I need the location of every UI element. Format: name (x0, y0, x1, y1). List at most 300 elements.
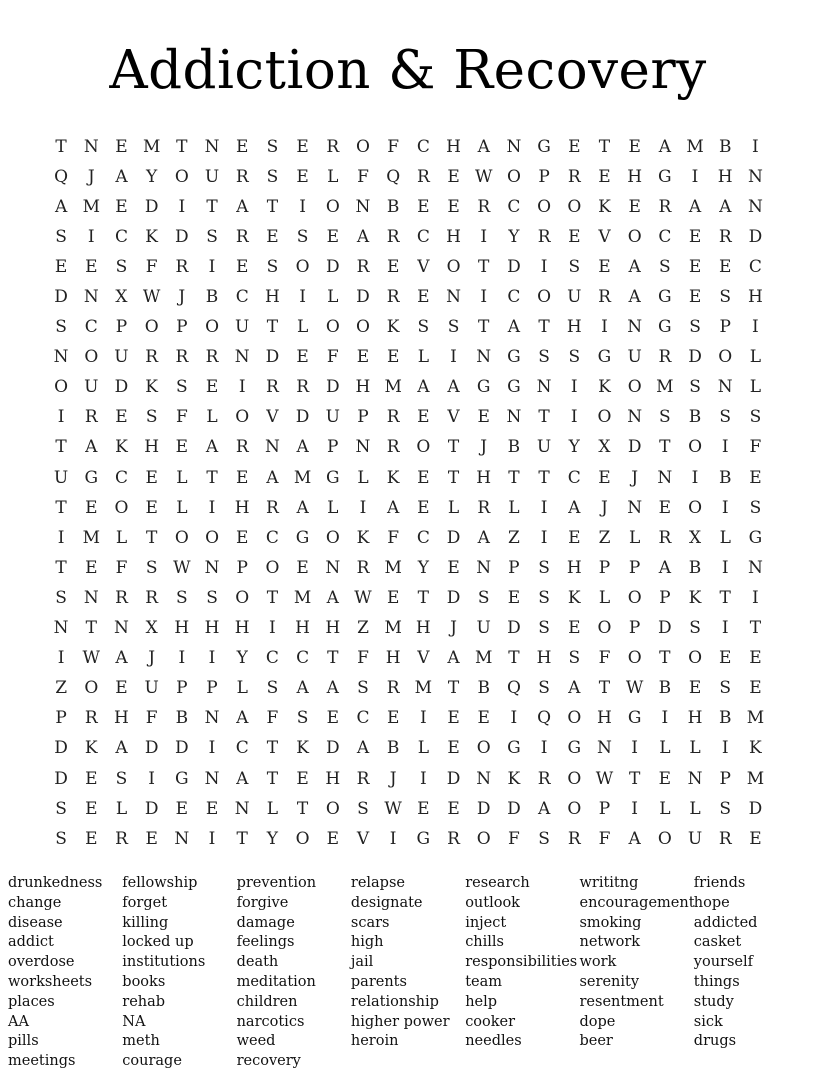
grid-letter: E (175, 798, 189, 819)
grid-letter: O (718, 347, 733, 368)
grid-letter: S (417, 317, 430, 338)
grid-letter: Y (568, 437, 580, 458)
grid-letter: I (480, 226, 488, 247)
grid-letter: R (386, 678, 400, 699)
grid-letter: O (537, 196, 552, 217)
grid-letter: L (659, 798, 671, 819)
word-list-item: casket (693, 934, 742, 951)
grid-letter: S (145, 557, 158, 578)
grid-letter: R (537, 768, 551, 789)
grid-letter: N (114, 618, 129, 639)
grid-letter: O (476, 828, 491, 849)
grid-letter: N (355, 196, 371, 217)
grid-letter: G (567, 738, 582, 759)
grid-letter: H (174, 618, 190, 639)
grid-letter: V (417, 648, 430, 669)
grid-letter: I (752, 136, 759, 157)
grid-letter: T (296, 798, 309, 819)
grid-letter: R (205, 347, 219, 368)
grid-letter: E (447, 166, 460, 187)
grid-letter: O (657, 828, 672, 849)
grid-letter: T (538, 317, 550, 338)
grid-letter: E (115, 678, 128, 699)
grid-letter: P (206, 678, 218, 699)
grid-letter: O (627, 587, 642, 608)
grid-letter: T (55, 557, 67, 578)
grid-letter: O (295, 828, 310, 849)
grid-letter: K (688, 587, 702, 608)
grid-letter: T (749, 618, 762, 639)
grid-letter: A (387, 497, 400, 518)
grid-letter: B (386, 738, 400, 759)
grid-letter: I (238, 377, 246, 398)
grid-letter: M (142, 136, 161, 157)
word-list-item: work (579, 954, 617, 971)
word-list-item: places (8, 993, 55, 1010)
word-list-item: yourself (693, 954, 753, 971)
grid-letter: W (82, 648, 101, 669)
grid-letter: A (628, 287, 641, 308)
grid-letter: O (295, 256, 310, 277)
grid-letter: R (266, 497, 279, 518)
grid-letter: T (266, 317, 279, 338)
grid-letter: R (296, 377, 309, 398)
grid-letter: C (416, 527, 430, 548)
grid-letter: T (598, 678, 611, 699)
grid-letter: I (57, 407, 65, 428)
word-list-item: parents (350, 973, 407, 990)
grid-letter: A (326, 587, 339, 608)
grid-letter: N (476, 557, 492, 578)
grid-letter: I (208, 497, 216, 518)
grid-letter: C (567, 467, 581, 488)
grid-letter: C (296, 648, 310, 669)
grid-letter: V (598, 226, 611, 247)
grid-letter: L (296, 317, 309, 338)
grid-letter: V (356, 828, 370, 849)
grid-letter: H (234, 618, 250, 639)
word-list-item: courage (122, 1053, 182, 1070)
grid-letter: W (384, 798, 402, 819)
grid-letter: I (208, 256, 216, 277)
grid-letter: I (570, 407, 578, 428)
grid-letter: L (749, 347, 762, 368)
grid-letter: N (536, 377, 552, 398)
grid-letter: R (356, 256, 370, 277)
grid-letter: H (717, 166, 733, 187)
word-list-item: cooker (465, 1013, 516, 1030)
grid-letter: G (84, 467, 99, 488)
grid-letter: D (175, 226, 189, 247)
grid-letter: E (85, 768, 98, 789)
grid-letter: M (475, 648, 493, 669)
grid-letter: E (719, 648, 732, 669)
grid-letter: A (537, 798, 551, 819)
grid-letter: A (719, 196, 732, 217)
grid-letter: U (204, 166, 220, 187)
grid-letter: O (476, 738, 491, 759)
word-list-item: jail (350, 954, 374, 971)
grid-letter: D (688, 347, 702, 368)
grid-letter: A (85, 437, 98, 458)
grid-letter: F (145, 708, 158, 729)
grid-letter: G (658, 317, 672, 338)
grid-letter: J (601, 497, 608, 518)
grid-letter: I (208, 648, 216, 669)
word-list-item: heroin (350, 1033, 399, 1050)
grid-letter: E (688, 678, 702, 699)
grid-letter: S (357, 678, 369, 699)
grid-letter: R (175, 256, 189, 277)
word-list-item: team (465, 973, 502, 990)
grid-letter: S (538, 587, 550, 608)
grid-letter: I (752, 587, 759, 608)
grid-letter: C (507, 287, 521, 308)
grid-letter: Z (55, 678, 67, 699)
grid-letter: S (568, 648, 581, 669)
grid-letter: A (477, 527, 490, 548)
grid-letter: D (295, 407, 310, 428)
grid-letter: S (689, 317, 701, 338)
grid-letter: C (748, 256, 762, 277)
grid-letter: H (446, 136, 461, 157)
grid-letter: I (178, 196, 186, 217)
grid-letter: C (265, 648, 279, 669)
grid-letter: A (568, 497, 581, 518)
grid-letter: L (447, 497, 460, 518)
grid-letter: R (145, 587, 159, 608)
word-list-item: disease (8, 914, 63, 931)
grid-letter: E (568, 618, 581, 639)
grid-letter: D (446, 587, 461, 608)
grid-letter: G (507, 377, 521, 398)
word-list-item: relationship (350, 993, 439, 1010)
grid-letter: N (83, 587, 99, 608)
grid-letter: E (447, 557, 460, 578)
grid-letter: F (357, 648, 369, 669)
grid-letter: G (175, 768, 189, 789)
word-list-item: things (693, 973, 740, 990)
grid-letter: H (114, 708, 129, 729)
grid-letter: E (749, 828, 762, 849)
word-list-item: hope (693, 894, 730, 911)
word-list-item: help (465, 993, 498, 1010)
grid-letter: I (148, 768, 156, 789)
grid-letter: S (538, 828, 550, 849)
grid-letter: R (718, 226, 732, 247)
grid-letter: L (598, 587, 611, 608)
grid-letter: C (658, 226, 672, 247)
grid-letter: T (628, 768, 641, 789)
grid-letter: W (142, 287, 161, 308)
grid-letter: P (659, 587, 671, 608)
grid-letter: O (597, 407, 612, 428)
word-list-item: addict (8, 934, 54, 951)
grid-letter: E (115, 136, 128, 157)
grid-letter: O (325, 527, 340, 548)
grid-letter: O (205, 317, 219, 338)
word-list-item: resentment (579, 993, 664, 1010)
grid-letter: N (506, 407, 522, 428)
grid-letter: R (447, 828, 460, 849)
grid-letter: E (356, 347, 370, 368)
grid-letter: S (477, 587, 490, 608)
grid-letter: S (115, 256, 128, 277)
grid-letter: I (540, 738, 548, 759)
grid-letter: R (567, 828, 581, 849)
grid-letter: N (204, 136, 220, 157)
grid-letter: E (145, 497, 158, 518)
grid-letter: A (266, 467, 279, 488)
grid-letter: I (540, 497, 548, 518)
grid-letter: H (627, 166, 643, 187)
word-list-item: outlook (465, 894, 520, 911)
grid-letter: E (85, 497, 98, 518)
grid-letter: D (446, 527, 461, 548)
grid-letter: I (87, 226, 95, 247)
grid-letter: G (597, 347, 612, 368)
grid-letter: I (57, 527, 65, 548)
grid-letter: L (417, 347, 429, 368)
grid-letter: U (627, 347, 642, 368)
grid-letter: C (235, 738, 249, 759)
grid-letter: I (570, 377, 578, 398)
grid-letter: R (658, 527, 672, 548)
word-list-item: drugs (693, 1033, 737, 1050)
grid-letter: L (327, 287, 339, 308)
grid-letter: S (538, 347, 550, 368)
grid-letter: K (386, 467, 400, 488)
grid-letter: T (508, 648, 520, 669)
grid-letter: R (115, 587, 128, 608)
grid-letter: T (266, 196, 279, 217)
grid-letter: O (688, 497, 702, 518)
word-column (579, 874, 693, 1072)
word-list-item: needles (465, 1033, 522, 1050)
grid-letter: E (477, 407, 490, 428)
grid-letter: P (508, 557, 520, 578)
grid-letter: E (568, 136, 581, 157)
grid-letter: R (567, 166, 581, 187)
grid-letter: D (325, 377, 340, 398)
grid-letter: H (415, 618, 431, 639)
grid-letter: H (536, 648, 552, 669)
grid-letter: N (204, 557, 220, 578)
grid-letter: B (477, 678, 490, 699)
grid-letter: D (356, 287, 370, 308)
grid-letter: E (296, 166, 309, 187)
grid-letter: S (538, 618, 550, 639)
grid-letter: J (389, 768, 397, 789)
grid-letter: E (447, 708, 460, 729)
grid-letter: D (325, 256, 340, 277)
word-list-item: friends (693, 875, 746, 891)
grid-letter: E (417, 407, 430, 428)
grid-letter: S (55, 798, 67, 819)
grid-letter: S (266, 256, 279, 277)
grid-letter: N (446, 287, 461, 308)
grid-letter: N (657, 467, 673, 488)
grid-letter: O (416, 437, 431, 458)
grid-letter: P (55, 708, 67, 729)
grid-letter: T (478, 317, 490, 338)
grid-letter: O (54, 377, 69, 398)
grid-letter: J (87, 166, 95, 187)
grid-letter: R (386, 407, 400, 428)
grid-letter: T (659, 437, 671, 458)
grid-letter: Y (146, 166, 158, 187)
grid-letter: A (54, 196, 68, 217)
grid-letter: A (115, 738, 128, 759)
grid-letter: L (689, 798, 701, 819)
grid-letter: I (299, 287, 306, 308)
grid-letter: N (747, 557, 763, 578)
grid-letter: H (566, 557, 582, 578)
grid-letter: R (326, 136, 340, 157)
grid-letter: I (178, 648, 186, 669)
grid-letter: G (295, 527, 310, 548)
grid-letter: S (568, 256, 581, 277)
grid-letter: I (57, 648, 65, 669)
grid-letter: O (265, 557, 280, 578)
grid-letter: U (567, 287, 582, 308)
grid-letter: S (719, 287, 732, 308)
grid-letter: I (721, 437, 729, 458)
grid-letter: R (175, 347, 189, 368)
grid-letter: A (447, 377, 460, 398)
grid-letter: E (266, 226, 279, 247)
grid-letter: S (266, 678, 279, 699)
word-column (351, 874, 465, 1072)
grid-letter: E (326, 708, 339, 729)
grid-letter: L (115, 527, 128, 548)
grid-letter: S (538, 678, 550, 699)
grid-letter: M (656, 377, 674, 398)
grid-letter: R (356, 768, 370, 789)
grid-letter: E (296, 557, 309, 578)
grid-letter: E (749, 648, 762, 669)
grid-letter: I (480, 287, 488, 308)
grid-letter: E (386, 256, 400, 277)
word-column (122, 874, 236, 1072)
grid-letter: N (234, 798, 250, 819)
grid-letter: O (627, 226, 642, 247)
grid-letter: C (235, 287, 249, 308)
grid-letter: M (82, 527, 100, 548)
word-list-item: damage (236, 914, 295, 931)
grid-letter: I (631, 798, 639, 819)
grid-letter: G (537, 136, 551, 157)
grid-letter: H (476, 467, 492, 488)
grid-letter: E (658, 497, 672, 518)
grid-letter: R (356, 557, 370, 578)
grid-letter: I (721, 557, 729, 578)
grid-letter: P (628, 557, 641, 578)
grid-letter: U (235, 317, 250, 338)
grid-letter: R (658, 347, 672, 368)
grid-letter: E (386, 708, 400, 729)
word-column (694, 874, 808, 1072)
grid-letter: O (356, 136, 370, 157)
grid-letter: I (208, 738, 216, 759)
word-list-item: designate (350, 894, 423, 911)
grid-letter: O (235, 587, 250, 608)
grid-letter: A (658, 557, 671, 578)
grid-letter: E (175, 437, 189, 458)
grid-letter: E (447, 798, 460, 819)
grid-letter: T (447, 678, 460, 699)
grid-letter: W (625, 678, 644, 699)
grid-letter: A (568, 678, 581, 699)
grid-letter: N (687, 768, 703, 789)
grid-letter: P (115, 317, 128, 338)
grid-letter: E (598, 467, 611, 488)
grid-letter: L (266, 798, 279, 819)
grid-letter: O (325, 317, 340, 338)
grid-letter: H (325, 618, 341, 639)
grid-letter: M (384, 557, 402, 578)
grid-letter: R (235, 166, 249, 187)
grid-letter: G (507, 738, 521, 759)
grid-letter: S (206, 587, 218, 608)
grid-letter: E (386, 587, 400, 608)
grid-letter: P (176, 678, 188, 699)
grid-letter: L (719, 527, 731, 548)
grid-letter: X (145, 618, 158, 639)
grid-letter: A (628, 828, 641, 849)
grid-letter: I (540, 256, 548, 277)
grid-letter: S (538, 557, 550, 578)
grid-letter: I (721, 738, 729, 759)
grid-letter: K (749, 738, 762, 759)
grid-letter: E (749, 467, 762, 488)
word-list (8, 874, 814, 1072)
grid-letter: S (689, 377, 701, 398)
grid-letter: K (145, 226, 158, 247)
grid-letter: R (537, 226, 551, 247)
grid-letter: M (384, 377, 402, 398)
grid-letter: S (447, 317, 460, 338)
grid-letter: C (416, 136, 430, 157)
grid-letter: T (145, 527, 158, 548)
grid-letter: S (176, 587, 188, 608)
grid-letter: T (176, 136, 188, 157)
grid-letter: L (357, 467, 369, 488)
grid-letter: W (354, 587, 372, 608)
grid-letter: P (176, 317, 188, 338)
grid-letter: H (295, 618, 310, 639)
grid-letter: L (417, 738, 429, 759)
grid-letter: W (595, 768, 614, 789)
grid-letter: A (326, 678, 339, 699)
grid-letter: D (507, 618, 521, 639)
word-list-item: meth (122, 1033, 160, 1050)
grid-letter: A (296, 497, 309, 518)
word-list-item: narcotics (236, 1013, 305, 1030)
grid-letter: I (269, 618, 276, 639)
grid-letter: L (115, 798, 128, 819)
grid-letter: N (747, 196, 763, 217)
grid-letter: G (748, 527, 763, 548)
grid-letter: O (174, 527, 189, 548)
grid-letter: E (628, 196, 641, 217)
grid-letter: P (628, 618, 641, 639)
grid-letter: M (293, 587, 312, 608)
grid-letter: F (508, 828, 520, 849)
word-list-item: higher power (350, 1013, 450, 1030)
grid-letter: I (691, 166, 699, 187)
grid-letter: X (115, 287, 128, 308)
